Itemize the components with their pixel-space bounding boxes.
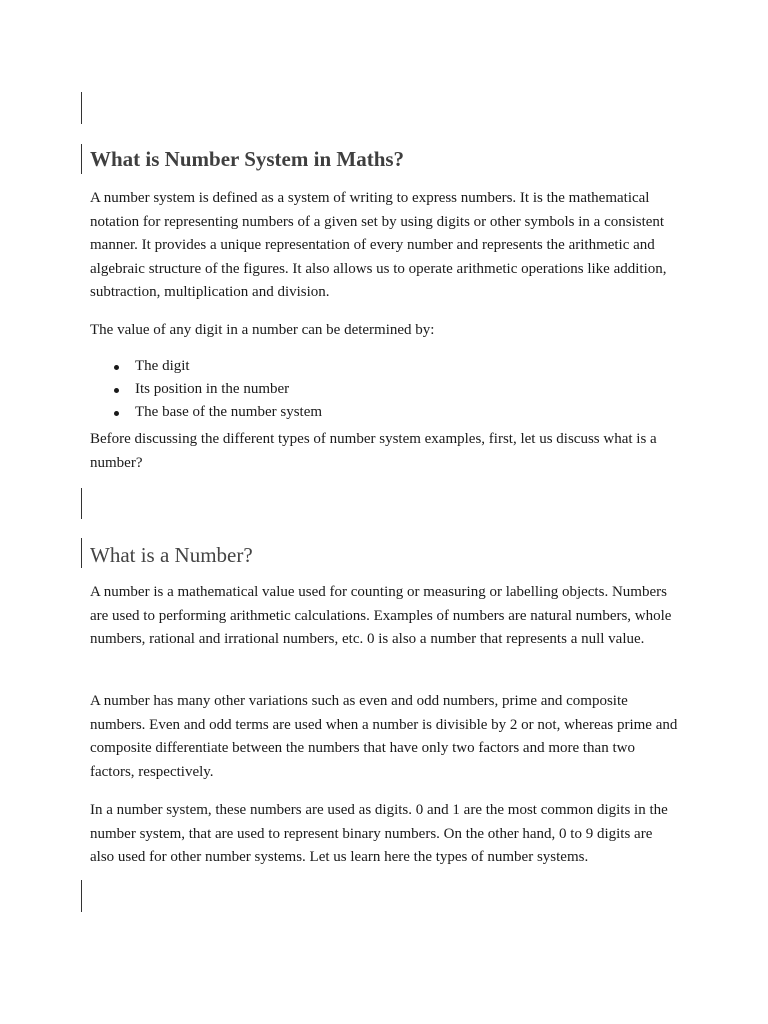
heading-marker (81, 144, 82, 174)
paragraph-digits-in-system: In a number system, these numbers are used as digits. 0 and 1 are the most common digits in the number system, that are used to represent binary numbers. On the other hand, 0 to 9 digits are also used for other number systems. Let us learn here the types of number systems. (90, 802, 668, 865)
paragraph-before-discussing: Before discussing the different types of number system examples, first, let us discuss what is a number? (90, 431, 657, 471)
text-cursor-marker (81, 880, 82, 912)
list-item: The base of the number system (90, 401, 680, 424)
section-heading-what-is-number: What is a Number? (90, 543, 253, 567)
digit-value-list (90, 355, 680, 424)
paragraph-number-definition: A number is a mathematical value used for counting or measuring or labelling objects. Numbers are used to performing arithmetic calculations. Examples of numbers are natural numbers, whole numbers, rational and irrational numbers, etc. 0 is also a number that represents a null value. (90, 584, 672, 647)
text-cursor-marker (81, 92, 82, 124)
text-cursor-marker (81, 488, 82, 519)
section-heading-number-system: What is Number System in Maths? (90, 147, 405, 171)
list-item: The digit (90, 355, 680, 378)
heading-marker (81, 538, 82, 568)
paragraph-digit-value-intro: The value of any digit in a number can be determined by: (90, 322, 435, 338)
paragraph-number-variations: A number has many other variations such as even and odd numbers, prime and composite numbers. Even and odd terms are used when a number is divisible by 2 or not, whereas prime and composite differentiate between the numbers that have only two factors and more than two factors, respectively. (90, 693, 678, 780)
list-item: Its position in the number (90, 378, 680, 401)
paragraph-definition: A number system is defined as a system of writing to express numbers. It is the mathematical notation for representing numbers of a given set by using digits or other symbols in a consistent manner. It provides a unique representation of every number and represents the arithmetic and algebraic structure of the figures. It also allows us to operate arithmetic operations like addition, subtraction, multiplication and division. (90, 190, 667, 300)
